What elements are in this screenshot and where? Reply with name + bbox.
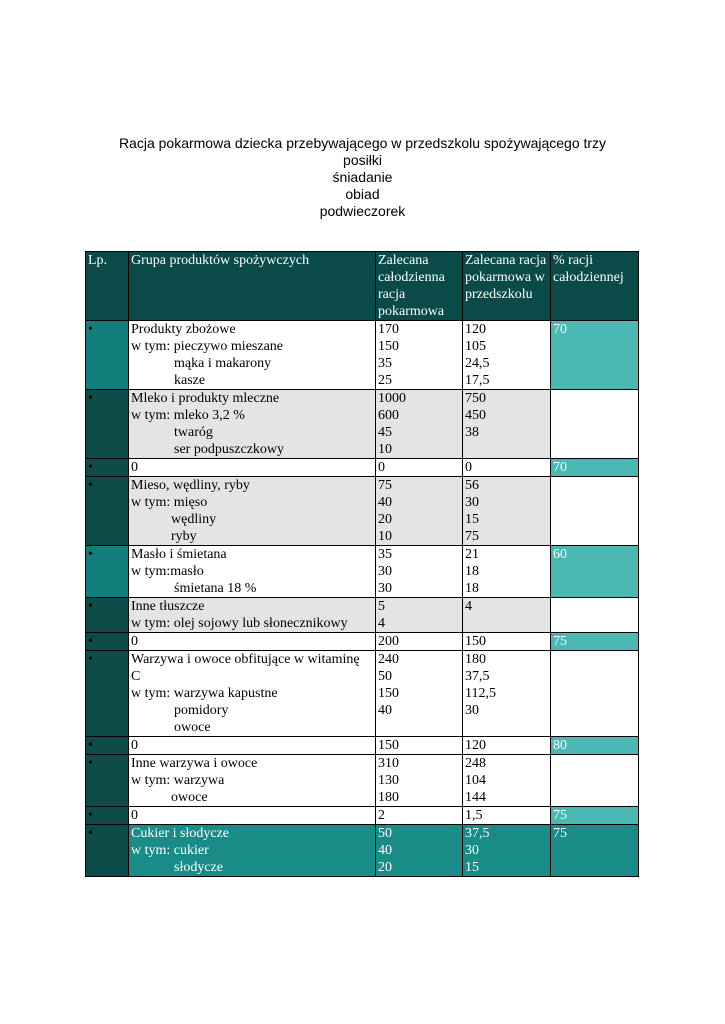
- row-bullet: •: [86, 755, 129, 807]
- row-group: 0: [129, 459, 376, 477]
- group-line: Cukier i słodycze: [131, 826, 229, 841]
- group-line: w tym: mięso: [131, 495, 208, 510]
- row-group: [129, 321, 376, 390]
- preschool-value: 15: [465, 512, 479, 527]
- row-preschool: [463, 598, 551, 633]
- header-lp: Lp.: [86, 252, 129, 321]
- row-bullet: •: [86, 321, 129, 390]
- table-row: [86, 737, 639, 755]
- group-line: mąka i makarony: [174, 356, 272, 371]
- daily-value: 180: [378, 790, 399, 805]
- daily-value: 30: [378, 564, 392, 579]
- preschool-value: 56: [465, 478, 479, 493]
- preschool-value: 105: [465, 339, 486, 354]
- row-percent: 75: [551, 633, 639, 651]
- row-percent: [551, 598, 639, 633]
- header-group: Grupa produktów spożywczych: [129, 252, 376, 321]
- row-preschool: [463, 755, 551, 807]
- row-group: [129, 825, 376, 877]
- row-daily: 200: [376, 633, 463, 651]
- row-preschool: [463, 390, 551, 459]
- title-line-4: obiad: [345, 186, 380, 202]
- row-bullet: •: [86, 825, 129, 877]
- row-bullet: •: [86, 651, 129, 737]
- daily-value: 4: [378, 616, 385, 631]
- preschool-value: 112,5: [465, 686, 496, 701]
- row-percent: 70: [551, 459, 639, 477]
- table-row: [86, 755, 639, 807]
- row-bullet: •: [86, 546, 129, 598]
- daily-value: 50: [378, 826, 392, 841]
- preschool-value: 37,5: [465, 826, 490, 841]
- daily-value: 1000: [378, 391, 406, 406]
- row-group: 0: [129, 633, 376, 651]
- group-line: w tym: mleko 3,2 %: [131, 408, 245, 423]
- daily-value: 20: [378, 860, 392, 875]
- table-row: [86, 633, 639, 651]
- row-percent: 75: [551, 825, 639, 877]
- table-row: [86, 546, 639, 598]
- group-line: w tym: pieczywo mieszane: [131, 339, 284, 354]
- row-daily: 150: [376, 737, 463, 755]
- group-line: Inne warzywa i owoce: [131, 756, 258, 771]
- row-bullet: •: [86, 598, 129, 633]
- daily-value: 40: [378, 495, 392, 510]
- table-row: [86, 390, 639, 459]
- row-percent: 75: [551, 807, 639, 825]
- daily-value: 240: [378, 652, 399, 667]
- group-line: pomidory: [174, 703, 229, 718]
- row-group: [129, 390, 376, 459]
- group-line: C: [131, 669, 141, 684]
- row-percent: [551, 755, 639, 807]
- table-row: [86, 598, 639, 633]
- preschool-value: 21: [465, 547, 479, 562]
- group-line: ser podpuszczkowy: [174, 442, 285, 457]
- row-daily: [376, 390, 463, 459]
- preschool-value: 450: [465, 408, 486, 423]
- row-preschool: [463, 651, 551, 737]
- group-line: w tym: warzywa: [131, 773, 225, 788]
- preschool-value: 38: [465, 425, 479, 440]
- row-group: [129, 755, 376, 807]
- header-percent-line: całodziennej: [553, 270, 624, 285]
- group-line: śmietana 18 %: [174, 581, 257, 596]
- title-line-2: posiłki: [343, 152, 382, 168]
- preschool-value: 15: [465, 860, 479, 875]
- daily-value: 5: [378, 599, 385, 614]
- header-preschool-line: przedszkolu: [465, 287, 533, 302]
- group-line: w tym: olej sojowy lub słonecznikowy: [131, 616, 348, 631]
- row-percent: 60: [551, 546, 639, 598]
- row-daily: 2: [376, 807, 463, 825]
- group-line: kasze: [174, 373, 206, 388]
- header-daily-line: pokarmowa: [378, 304, 445, 319]
- row-percent: [551, 390, 639, 459]
- header-daily: [376, 252, 463, 321]
- row-daily: [376, 477, 463, 546]
- table-row: [86, 477, 639, 546]
- preschool-value: 24,5: [465, 356, 490, 371]
- daily-value: 75: [378, 478, 392, 493]
- table-row: [86, 321, 639, 390]
- header-daily-line: Zalecana: [378, 253, 429, 268]
- preschool-value: 17,5: [465, 373, 490, 388]
- group-line: ryby: [171, 529, 197, 544]
- preschool-value: 248: [465, 756, 486, 771]
- table-row: [86, 651, 639, 737]
- daily-value: 310: [378, 756, 399, 771]
- row-group: [129, 651, 376, 737]
- table-header-row: [86, 252, 639, 321]
- row-preschool: 150: [463, 633, 551, 651]
- row-percent: [551, 477, 639, 546]
- row-preschool: 0: [463, 459, 551, 477]
- group-line: Inne tłuszcze: [131, 599, 205, 614]
- row-preschool: [463, 825, 551, 877]
- header-percent: [551, 252, 639, 321]
- daily-value: 35: [378, 547, 392, 562]
- row-bullet: •: [86, 633, 129, 651]
- row-bullet: •: [86, 807, 129, 825]
- group-line: owoce: [171, 790, 208, 805]
- row-percent: [551, 651, 639, 737]
- row-percent: 80: [551, 737, 639, 755]
- row-daily: [376, 825, 463, 877]
- daily-value: 150: [378, 686, 399, 701]
- daily-value: 45: [378, 425, 392, 440]
- document-title: [0, 135, 725, 220]
- title-line-5: podwieczorek: [319, 203, 406, 219]
- preschool-value: 144: [465, 790, 486, 805]
- preschool-value: 104: [465, 773, 486, 788]
- group-line: Mleko i produkty mleczne: [131, 391, 280, 406]
- daily-value: 600: [378, 408, 399, 423]
- preschool-value: 37,5: [465, 669, 490, 684]
- daily-value: 40: [378, 843, 392, 858]
- group-line: owoce: [174, 720, 211, 735]
- daily-value: 150: [378, 339, 399, 354]
- group-line: Produkty zbożowe: [131, 322, 236, 337]
- row-group: [129, 477, 376, 546]
- table-row: [86, 807, 639, 825]
- header-preschool: [463, 252, 551, 321]
- preschool-value: 30: [465, 703, 479, 718]
- row-bullet: •: [86, 390, 129, 459]
- daily-value: 130: [378, 773, 399, 788]
- preschool-value: 30: [465, 843, 479, 858]
- preschool-value: 75: [465, 529, 479, 544]
- daily-value: 25: [378, 373, 392, 388]
- row-group: [129, 598, 376, 633]
- header-daily-line: racja: [378, 287, 406, 302]
- row-preschool: [463, 546, 551, 598]
- title-line-1: Racja pokarmowa dziecka przebywającego w przedszkolu spożywającego trzy: [118, 135, 607, 151]
- header-preschool-line: Zalecana racja: [465, 253, 547, 268]
- group-line: w tym:masło: [131, 564, 204, 579]
- row-preschool: [463, 477, 551, 546]
- row-daily: [376, 651, 463, 737]
- preschool-value: 120: [465, 322, 486, 337]
- daily-value: 30: [378, 581, 392, 596]
- row-group: 0: [129, 737, 376, 755]
- header-preschool-line: pokarmowa w: [465, 270, 545, 285]
- row-preschool: [463, 321, 551, 390]
- daily-value: 10: [378, 529, 392, 544]
- row-daily: [376, 546, 463, 598]
- group-line: Mieso, wędliny, ryby: [131, 478, 250, 493]
- group-line: Masło i śmietana: [131, 547, 227, 562]
- group-line: Warzywa i owoce obfitujące w witaminę: [131, 652, 360, 667]
- group-line: twaróg: [174, 425, 213, 440]
- row-bullet: •: [86, 477, 129, 546]
- group-line: w tym: warzywa kapustne: [131, 686, 278, 701]
- daily-value: 40: [378, 703, 392, 718]
- row-daily: [376, 755, 463, 807]
- preschool-value: 4: [465, 599, 472, 614]
- row-preschool: 120: [463, 737, 551, 755]
- row-bullet: •: [86, 459, 129, 477]
- header-daily-line: całodzienna: [378, 270, 445, 285]
- preschool-value: 750: [465, 391, 486, 406]
- row-daily: [376, 598, 463, 633]
- daily-value: 10: [378, 442, 392, 457]
- row-daily: 0: [376, 459, 463, 477]
- table-row: [86, 459, 639, 477]
- row-daily: [376, 321, 463, 390]
- row-percent: 70: [551, 321, 639, 390]
- row-group: 0: [129, 807, 376, 825]
- row-group: [129, 546, 376, 598]
- header-percent-line: % racji: [553, 253, 594, 268]
- group-line: w tym: cukier: [131, 843, 209, 858]
- ration-table: [85, 251, 639, 877]
- group-line: wędliny: [171, 512, 217, 527]
- title-line-3: śniadanie: [332, 169, 393, 185]
- daily-value: 20: [378, 512, 392, 527]
- row-preschool: 1,5: [463, 807, 551, 825]
- table-row: [86, 825, 639, 877]
- preschool-value: 180: [465, 652, 486, 667]
- preschool-value: 18: [465, 564, 479, 579]
- daily-value: 50: [378, 669, 392, 684]
- daily-value: 35: [378, 356, 392, 371]
- row-bullet: •: [86, 737, 129, 755]
- preschool-value: 18: [465, 581, 479, 596]
- preschool-value: 30: [465, 495, 479, 510]
- group-line: słodycze: [174, 860, 223, 875]
- daily-value: 170: [378, 322, 399, 337]
